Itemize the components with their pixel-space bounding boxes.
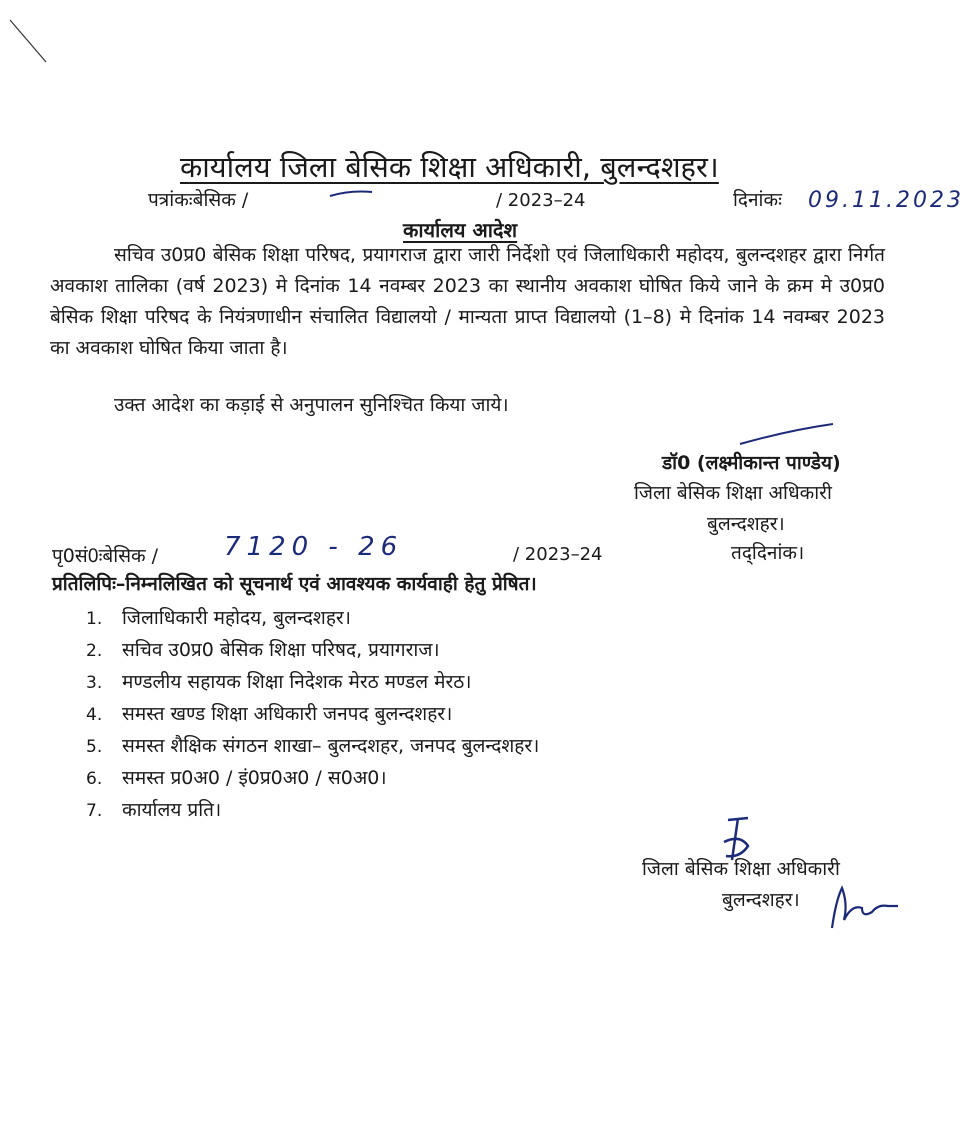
office-title: कार्यालय जिला बेसिक शिक्षा अधिकारी, बुलन्दशहर। [180,150,719,184]
order-paragraph: सचिव उ0प्र0 बेसिक शिक्षा परिषद, प्रयागराज द्वारा जारी निर्देशो एवं जिलाधिकारी महोदय, बुलन्दशहर द्वारा निर्गत अवकाश तालिका (वर्ष 2023) मे दिनांक 14 नवम्बर 2023 का स्थानीय अवकाश घोषित किये जाने के क्रम मे उ0प्र0 बेसिक शिक्षा परिषद के नियंत्रणाधीन संचालित विद्यालयो / मान्यता प्राप्त विद्यालयो (1–8) मे दिनांक 14 नवम्बर 2023 का अवकाश घोषित किया जाता है। [50,244,885,359]
signatory-designation: जिला बेसिक शिक्षा अधिकारी [634,482,832,504]
copy-ref-date: तद्‌दिनांक। [731,542,805,564]
copy-to-heading: प्रतिलिपिः–निम्नलिखित को सूचनार्थ एवं आवश्यक कार्यवाही हेतु प्रेषित। [52,573,537,595]
order-heading: कार्यालय आदेश [403,218,518,242]
date-label: दिनांकः [733,189,782,211]
footer-designation: जिला बेसिक शिक्षा अधिकारी [642,858,840,880]
corner-scratch [10,20,46,62]
list-item: 1. जिलाधिकारी महोदय, बुलन्दशहर। [86,607,351,629]
copy-ref-label: पृ0सं0ःबेसिक / [52,545,159,567]
initials-signature-icon [832,888,898,928]
copy-to-list [86,602,539,826]
list-item: 7. कार्यालय प्रति। [86,799,222,821]
list-item: 2. सचिव उ0प्र0 बेसिक शिक्षा परिषद, प्रयागराज। [86,639,440,661]
ref-label: पत्रांकःबेसिक / [148,189,249,211]
signatory-name: डॉ0 (लक्ष्मीकान्त पाण्डेय) [662,452,841,474]
ref-pen-stroke [330,192,372,197]
compliance-line: उक्त आदेश का कड़ाई से अनुपालन सुनिश्चित किया जाये। [114,394,509,416]
signature-stroke [740,424,833,444]
copy-ref-year: / 2023–24 [513,544,603,565]
signature-glyph-icon [724,818,748,860]
list-item: 4. समस्त खण्ड शिक्षा अधिकारी जनपद बुलन्दशहर। [86,703,453,725]
list-item: 6. समस्त प्र0अ0 / इं0प्र0अ0 / स0अ0। [86,767,387,789]
signatory-place: बुलन्दशहर। [707,513,785,535]
date-value: 09.11.2023 [808,188,964,213]
list-item: 3. मण्डलीय सहायक शिक्षा निदेशक मेरठ मण्डल मेरठ। [86,671,472,693]
footer-place: बुलन्दशहर। [722,889,800,911]
copy-ref-number: 7120 - 26 [224,532,404,562]
ref-year: / 2023–24 [496,190,586,211]
list-item: 5. समस्त शैक्षिक संगठन शाखा– बुलन्दशहर, जनपद बुलन्दशहर। [86,735,540,757]
